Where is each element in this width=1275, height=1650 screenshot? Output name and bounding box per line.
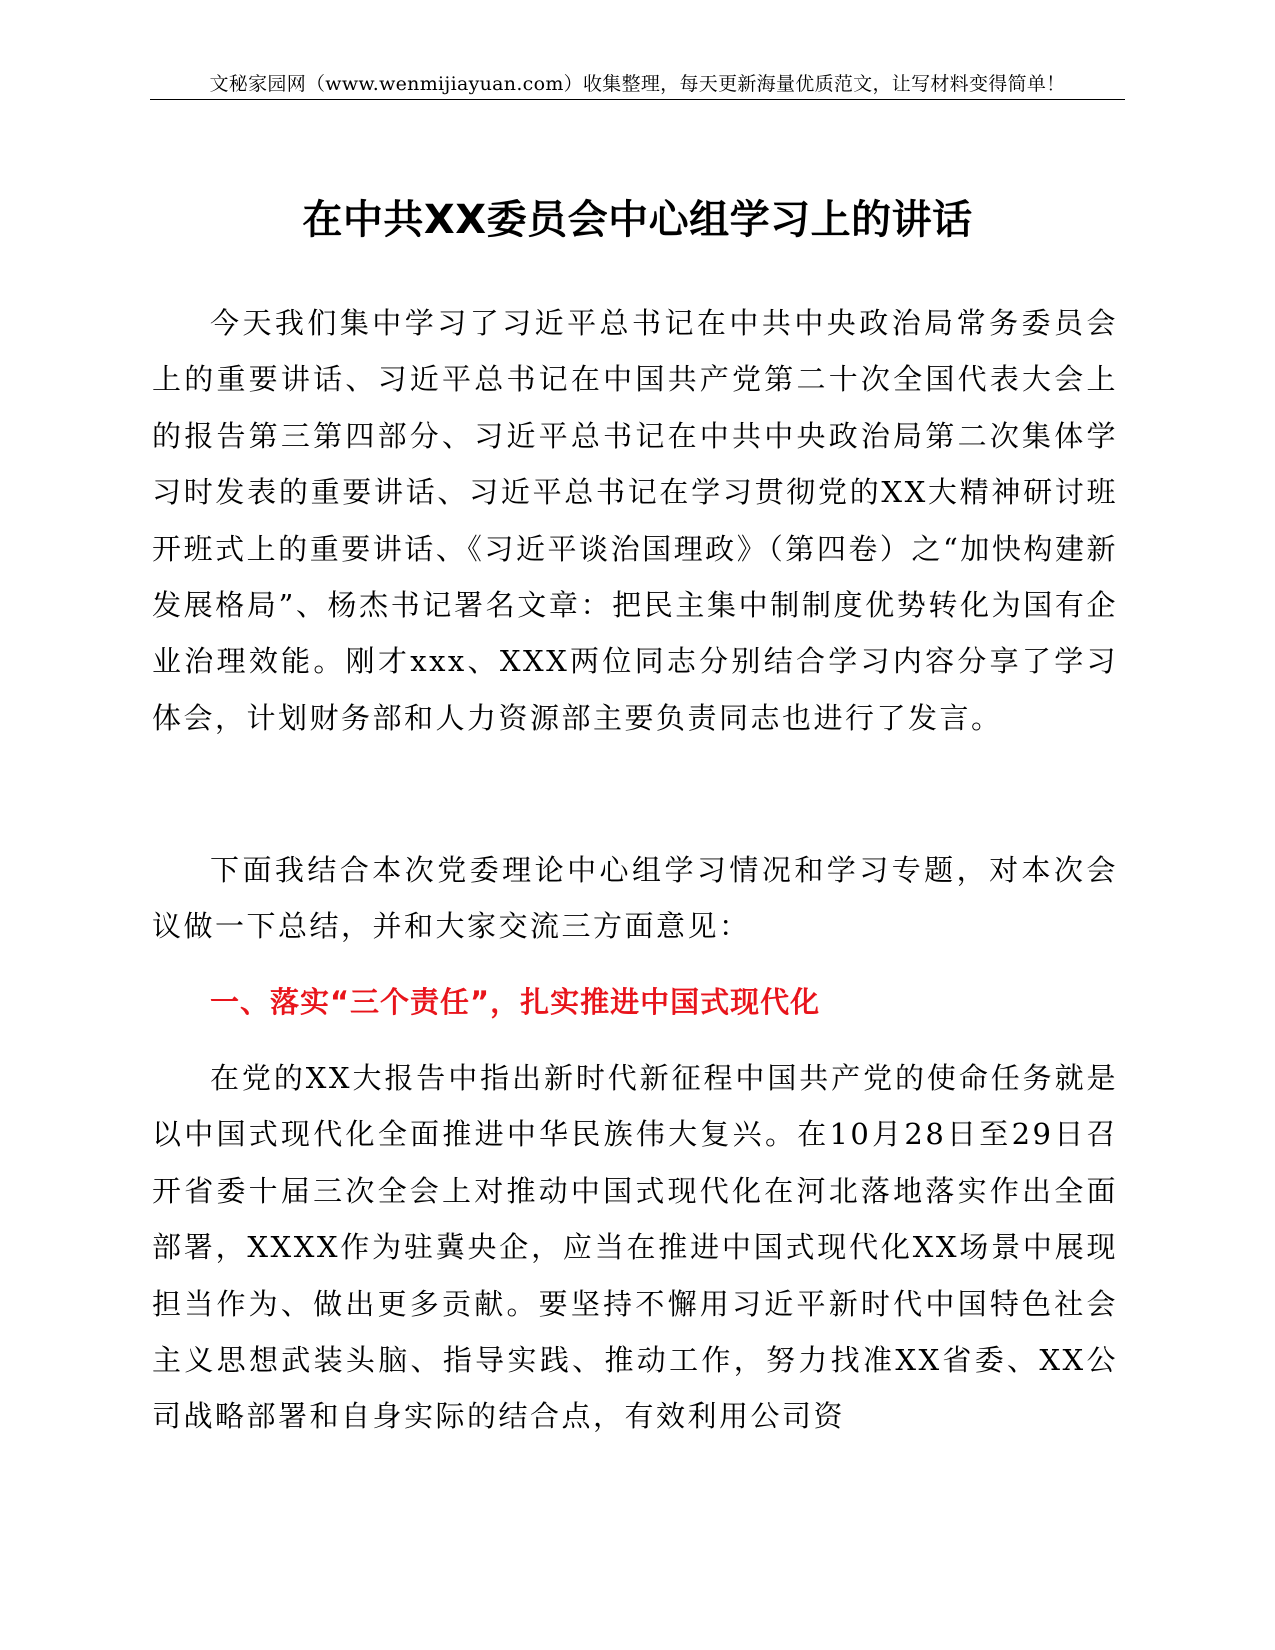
page-header: 文秘家园网（www.wenmijiayuan.com）收集整理，每天更新海量优质范文，让写材料变得简单！ [209,73,1066,95]
paragraph-section-1: 在党的XX大报告中指出新时代新征程中国共产党的使命任务就是以中国式现代化全面推进中华民族伟大复兴。在10月28日至29日召开省委十届三次全会上对推动中国式现代化在河北落地落实作出全面部署，XXXX作为驻冀央企，应当在推进中国式现代化XX场景中展现担当作为、做出更多贡献。要坚持不懈用习近平新时代中国特色社会主义思想武装头脑、指导实践、推动工作，努力找准XX省委、XX公司战略部署和自身实际的结合点，有效利用公司资 [152,1061,1118,1434]
section-heading-1: 一、落实“三个责任”，扎实推进中国式现代化 [210,985,821,1019]
paragraph-summary: 下面我结合本次党委理论中心组学习情况和学习专题，对本次会议做一下总结，并和大家交流三方面意见： [152,853,1118,944]
header-divider [150,99,1125,100]
document-title: 在中共XX委员会中心组学习上的讲话 [302,197,973,243]
paragraph-intro: 今天我们集中学习了习近平总书记在中共中央政治局常务委员会上的重要讲话、习近平总书记在中国共产党第二十次全国代表大会上的报告第三第四部分、习近平总书记在中共中央政治局第二次集体学习时发表的重要讲话、习近平总书记在学习贯彻党的XX大精神研讨班开班式上的重要讲话、《习近平谈治国理政》（第四卷）之“加快构建新发展格局”、杨杰书记署名文章：把民主集中制制度优势转化为国有企业治理效能。刚才xxx、XXX两位同志分别结合学习内容分享了学习体会，计划财务部和人力资源部主要负责同志也进行了发言。 [152,306,1118,735]
